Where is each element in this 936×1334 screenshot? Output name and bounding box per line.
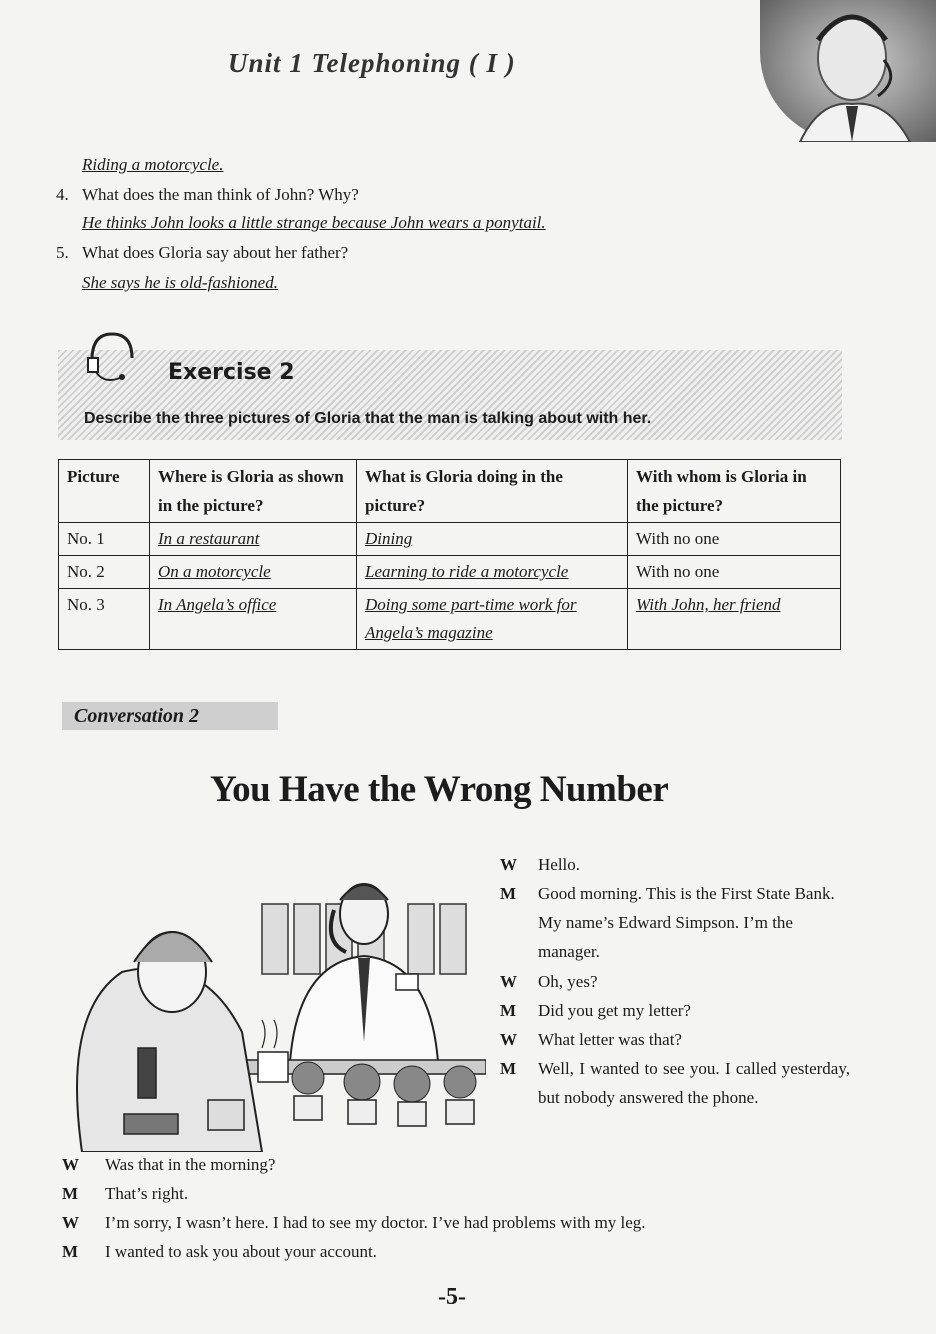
- cell-doing: Dining: [357, 523, 628, 556]
- cell-with-whom: With no one: [628, 556, 841, 589]
- table-row: [59, 523, 841, 556]
- dialogue-line: Well, I wanted to see you. I called yesterday, but nobody answered the phone.: [538, 1059, 850, 1107]
- dialogue-line: That’s right.: [105, 1184, 189, 1203]
- speaker-label: M: [62, 1242, 79, 1261]
- conversation-tag: Conversation 2: [62, 702, 278, 730]
- speaker-label: M: [500, 884, 517, 903]
- table-row: [59, 556, 841, 589]
- speaker-label: M: [500, 1059, 517, 1078]
- dialogue-line: I’m sorry, I wasn’t here. I had to see my doctor. I’ve had problems with my leg.: [105, 1213, 646, 1232]
- col-header-with-whom: With whom is Gloria in the picture?: [628, 460, 841, 523]
- speaker-label: W: [500, 1030, 517, 1049]
- question-5-text: What does Gloria say about her father?: [82, 243, 349, 262]
- answer-q3: Riding a motorcycle.: [82, 155, 224, 174]
- speaker-label: W: [62, 1213, 79, 1232]
- dialogue-full-width: [62, 1150, 862, 1266]
- cell-doing: Learning to ride a motorcycle: [357, 556, 628, 589]
- speaker-label: W: [62, 1155, 79, 1174]
- page-header-title: Unit 1 Telephoning ( I ): [228, 48, 516, 78]
- table-header-row: [59, 460, 841, 523]
- page-number: -5-: [438, 1284, 466, 1310]
- headset-icon: [84, 330, 136, 384]
- header-photo-operator: [760, 0, 936, 142]
- answer-q4: He thinks John looks a little strange because John wears a ponytail.: [82, 213, 546, 232]
- question-4-number: 4.: [56, 185, 69, 204]
- exercise-title: Exercise 2: [168, 360, 295, 385]
- dialogue-right-column: [500, 850, 850, 1142]
- question-4-text: What does the man think of John? Why?: [82, 185, 359, 204]
- col-header-doing: What is Gloria doing in the picture?: [357, 460, 628, 523]
- col-header-where: Where is Gloria as shown in the picture?: [150, 460, 357, 523]
- cell-where: In a restaurant: [150, 523, 357, 556]
- dialogue-line: I wanted to ask you about your account.: [105, 1242, 377, 1261]
- dialogue-line: Good morning. This is the First State Bank. My name’s Edward Simpson. I’m the manager.: [538, 884, 835, 961]
- cell-doing: Doing some part-time work for Angela’s magazine: [357, 589, 628, 650]
- table-row: [59, 589, 841, 650]
- speaker-label: M: [62, 1184, 79, 1203]
- exercise-instruction: Describe the three pictures of Gloria that the man is talking about with her.: [84, 410, 652, 427]
- cell-picture: No. 2: [59, 556, 150, 589]
- answer-q5: She says he is old-fashioned.: [82, 273, 278, 292]
- speaker-label: W: [500, 855, 517, 874]
- dialogue-line: Did you get my letter?: [538, 1001, 691, 1020]
- cell-picture: No. 1: [59, 523, 150, 556]
- question-5-number: 5.: [56, 243, 69, 262]
- dialogue-line: Hello.: [538, 855, 581, 874]
- dialogue-line: Oh, yes?: [538, 972, 598, 991]
- cell-where: In Angela’s office: [150, 589, 357, 650]
- dialogue-line: Was that in the morning?: [105, 1155, 276, 1174]
- speaker-label: W: [500, 972, 517, 991]
- phone-call-illustration: [62, 852, 486, 1152]
- cell-with-whom: With John, her friend: [628, 589, 841, 650]
- conversation-title: You Have the Wrong Number: [210, 769, 669, 810]
- cell-with-whom: With no one: [628, 523, 841, 556]
- cell-where: On a motorcycle: [150, 556, 357, 589]
- exercise-table: [58, 459, 841, 650]
- dialogue-line: What letter was that?: [538, 1030, 682, 1049]
- speaker-label: M: [500, 1001, 517, 1020]
- col-header-picture: Picture: [59, 460, 150, 523]
- cell-picture: No. 3: [59, 589, 150, 650]
